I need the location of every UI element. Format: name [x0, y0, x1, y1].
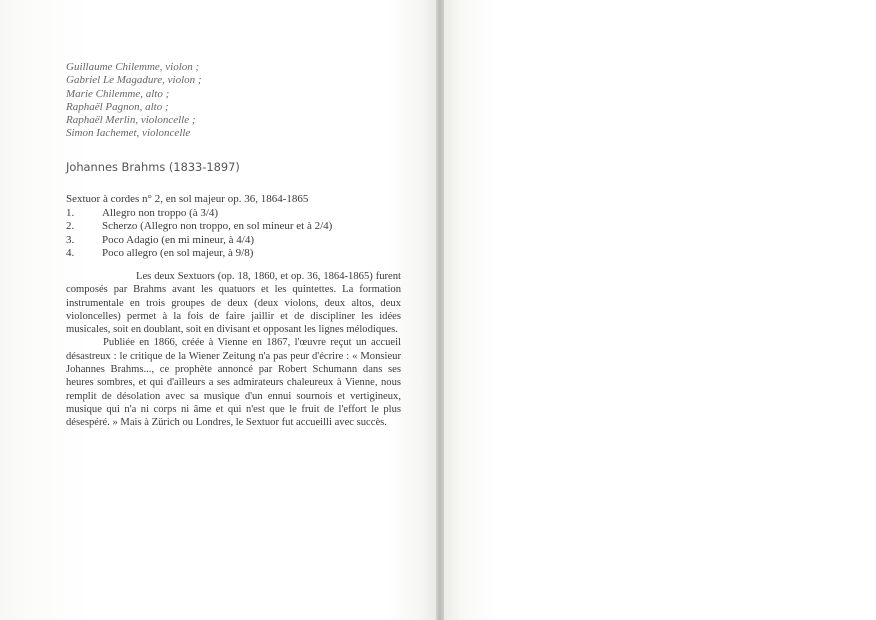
right-page-blank [444, 0, 876, 620]
movement-name: Allegro non troppo (à 3/4) [102, 207, 219, 219]
performer-line: Simon Iachemet, violoncelle [66, 127, 191, 140]
movement-item [66, 234, 366, 247]
performer-line: Raphaël Pagnon, alto ; [66, 100, 169, 113]
movement-number: 2. [66, 220, 75, 233]
book-gutter [436, 0, 444, 620]
performer-line: Guillaume Chilemme, violon ; [66, 61, 200, 73]
performer-line: Raphaël Merlin, violoncelle ; [66, 114, 196, 127]
performer-line: Gabriel Le Magadure, violon ; [66, 74, 202, 87]
movement-number: 3. [66, 233, 75, 246]
movement-item [66, 247, 366, 260]
movement-list [66, 207, 366, 261]
movement-name: Poco allegro (en sol majeur, à 9/8) [102, 247, 254, 260]
performer-list [66, 61, 202, 141]
paragraph: Publiée en 1866, créée à Vienne en 1867, l'œuvre reçut un accueil désastreux : le critique de la Wiener Zeitung n'a pas peur d'écrire : « Monsieur Johannes Brahms..., ce prophète annoncé par Robert Schumann dans ses heures sombres, et qui d'ailleurs a ses admirateurs chaleureux à Vienne, nous remplit de désolation avec sa musique d'un ennui sournois et vertigineux, musique qui n'a ni corps ni âme et qui n'est que le fruit de l'effort le plus désespéré. » Mais à Zürich ou Londres, le Sextuor fut accueilli avec succès. [66, 337, 401, 429]
movement-name: Scherzo (Allegro non troppo, en sol mineur et à 2/4) [102, 220, 333, 233]
movement-item [66, 220, 366, 233]
paragraph: Les deux Sextuors (op. 18, 1860, et op. 36, 1864-1865) furent composés par Brahms avant les quatuors et les quintettes. La formation instrumentale en trois groupes de deux (deux violons, deux altos, deux violoncelles) permet à la fois de faire jaillir et de discipliner les idées musicales, soit en doublant, soit en divisant et opposant les lignes mélodiques. [66, 271, 401, 336]
movement-name: Poco Adagio (en mi mineur, à 4/4) [102, 233, 255, 246]
composer-heading: Johannes Brahms (1833-1897) [66, 160, 240, 174]
movement-number: 1. [66, 207, 75, 219]
work-title: Sextuor à cordes n° 2, en sol majeur op. 36, 1864-1865 [66, 193, 309, 205]
performer-line: Marie Chilemme, alto ; [66, 87, 170, 100]
movement-item [66, 207, 366, 220]
movement-number: 4. [66, 247, 75, 260]
body-text [66, 270, 401, 430]
